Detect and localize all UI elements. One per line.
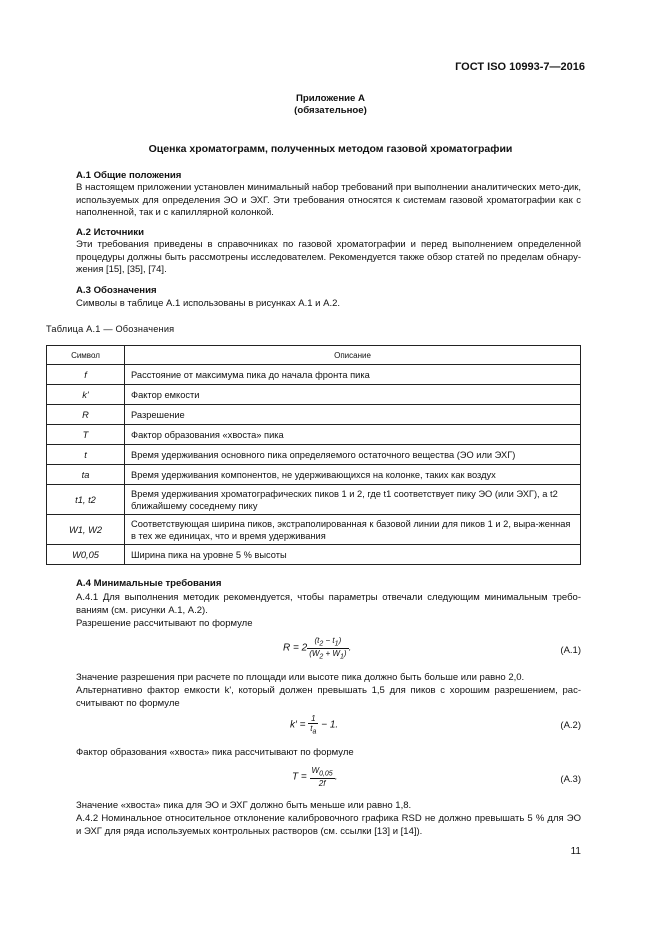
section-heading-a4: А.4 Минимальные требования [76,578,222,589]
appendix-subtitle: (обязательное) [294,105,367,116]
paragraph-resolution-value: Значение разрешения при расчете по площади или высоте пика должно быть больше или равно 2,0. [76,672,525,683]
table-cell-symbol: W0,05 [47,545,125,565]
formula-fraction: $\frac{1}{t_a}$ [310,714,317,736]
table-cell-description: Разрешение [125,405,581,425]
table-cell-symbol: T [47,425,125,445]
section-text-a1-content: В настоящем приложении установлен минимальный набор требований при выполнении аналитических мето-дик, используемых для определения ЭО и ЭХГ. Эти требования относятся к системам газовой хроматографии как с наполненной, так и с капиллярной колонкой. [76,182,581,218]
paragraph-a42: А.4.2 Номинальное относительное отклонение калибровочного графика RSD не должно превышать 5 % для ЭО и ЭХГ для ряда используемых контрольных растворов (см. ссылки [13] и [14]). [76,813,581,837]
paragraph-tailing-value: Значение «хвоста» пика для ЭО и ЭХГ должно быть меньше или равно 1,8. [76,800,412,811]
table-row [47,485,581,515]
appendix-title: Приложение А [296,93,365,104]
page-number: 11 [570,846,581,857]
formula-number-a3: (А.3) [560,774,581,785]
table-cell-description: Время удерживания хроматографических пиков 1 и 2, где t1 соответствует пику ЭО (или ЭХГ), а t2 ближайшему соседнему пику [125,485,581,515]
paragraph-formula-intro-1: Разрешение рассчитывают по формуле [76,618,253,629]
formula-number-a1: (А.1) [560,645,581,656]
table-cell-description: Фактор образования «хвоста» пика [125,425,581,445]
formula-tailing-factor: T = $\frac{W_{0,05}}{2f}$ . [292,766,338,788]
paragraph-tailing-intro: Фактор образования «хвоста» пика рассчитывают по формуле [76,747,354,758]
table-row [47,405,581,425]
table-cell-symbol: f [47,365,125,385]
section-heading-a2: А.2 Источники [76,227,144,238]
table-row [47,445,581,465]
table-cell-symbol: W1, W2 [47,515,125,545]
table-cell-description: Время удерживания компонентов, не удерживающихся на колонке, таких как воздух [125,465,581,485]
table-cell-description: Фактор емкости [125,385,581,405]
table-cell-description: Время удерживания основного пика определяемого остаточного вещества (ЭО или ЭХГ) [125,445,581,465]
section-text-a2 [76,239,581,277]
document-code: ГОСТ ISO 10993-7—2016 [455,61,585,73]
table-cell-description: Соответствующая ширина пиков, экстраполированная к базовой линии для пиков 1 и 2, выра-женная в тех же единицах, что и время удерживания [125,515,581,545]
table-row [47,545,581,565]
table-header-symbol: Символ [47,346,125,365]
section-heading-a1: А.1 Общие положения [76,170,182,181]
paragraph-a41: А.4.1 Для выполнения методик рекомендуется, чтобы параметры отвечали следующим минимальным требо-ваниям (см. рисунки А.1, А.2). [76,592,581,616]
main-title: Оценка хроматограмм, полученных методом газовой хроматографии [148,143,513,155]
section-heading-a3: А.3 Обозначения [76,285,157,296]
table-row [47,515,581,545]
table-cell-symbol: t [47,445,125,465]
table-cell-symbol: ta [47,465,125,485]
table-cell-description: Расстояние от максимума пика до начала фронта пика [125,365,581,385]
formula-capacity-factor: k′ = $\frac{1}{t_a}$ − 1. [290,714,339,736]
formula-number-a2: (А.2) [560,720,581,731]
table-cell-description: Ширина пика на уровне 5 % высоты [125,545,581,565]
section-text-a1 [76,182,581,220]
table-row [47,385,581,405]
table-row [47,465,581,485]
formula-fraction: $\frac{W_{0,05}}{2f}$ [311,766,333,788]
table-row [47,365,581,385]
symbols-table [46,345,581,565]
formula-resolution: R = 2 $\frac{(t_2 - t_1)}{(W_2 + W_1)}$ . [283,636,352,661]
table-caption: Таблица А.1 — Обозначения [46,324,175,334]
table-cell-symbol: t1, t2 [47,485,125,515]
table-header-row [47,346,581,365]
section-text-a3: Символы в таблице А.1 использованы в рисунках А.1 и А.2. [76,298,341,309]
table-header-description: Описание [125,346,581,365]
table-cell-symbol: k' [47,385,125,405]
section-text-a2-content: Эти требования приведены в справочниках по газовой хроматографии и перед выполнением определенной процедуры должны быть рассмотрены исследователем. Рекомендуется также обзор статей по пределам обнару-жения [15], [35], [74]. [76,239,581,275]
formula-fraction: $\frac{(t_2 - t_1)}{(W_2 + W_1)}$ [309,636,347,661]
paragraph-capacity-factor: Альтернативно фактор емкости k', который должен превышать 1,5 для пиков с хорошим разрешением, рас-считывают по формуле [76,685,581,709]
table-cell-symbol: R [47,405,125,425]
table-row [47,425,581,445]
